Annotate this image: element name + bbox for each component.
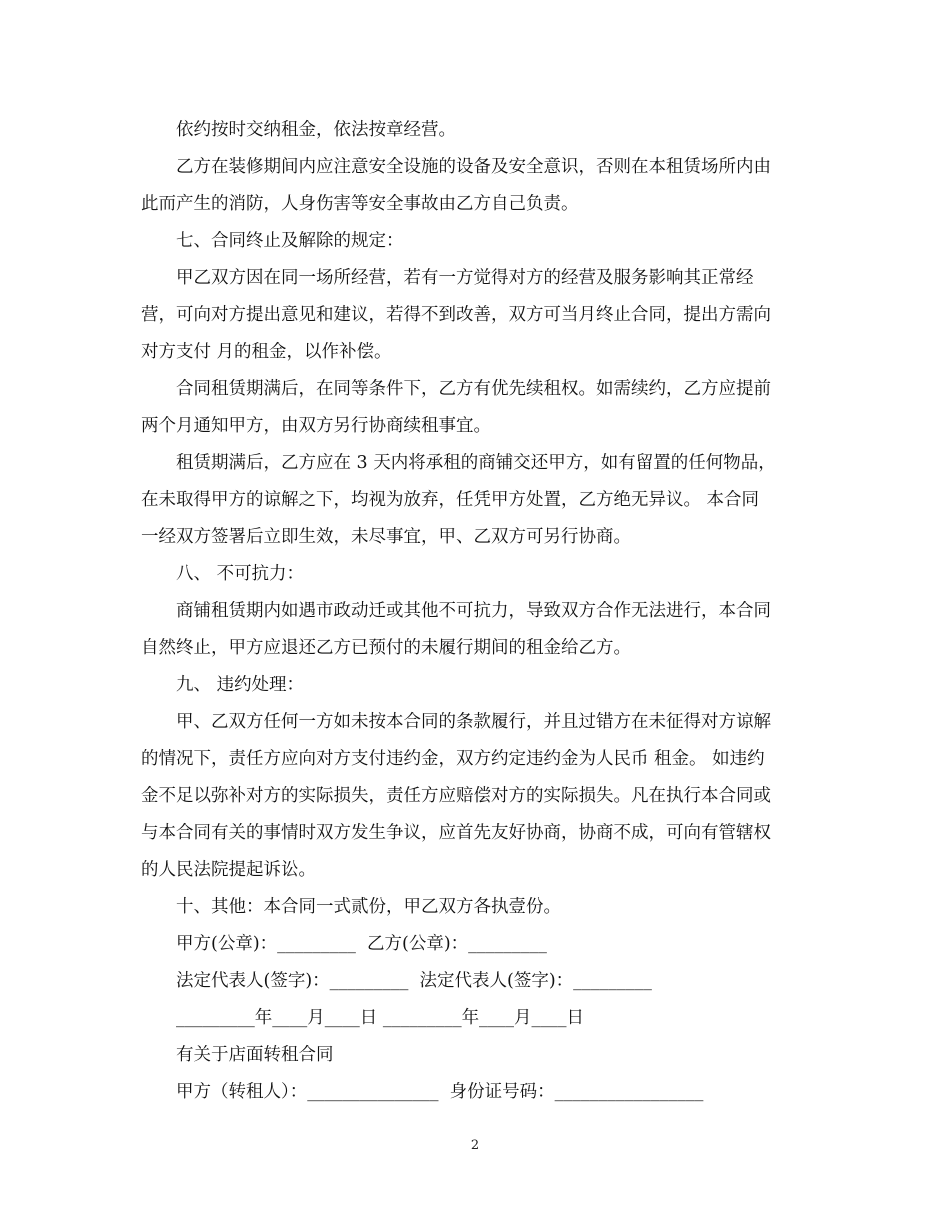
document-title: 有关于店面转租合同 bbox=[176, 1045, 334, 1065]
text-line: 的情况下，责任方应向对方支付违约金，双方约定违约金为人民币 租金。 如违约 bbox=[141, 749, 765, 769]
text-line: 甲、乙双方任何一方如未按本合同的条款履行，并且过错方在未征得对方谅解 bbox=[176, 712, 771, 732]
text-line: 在未取得甲方的谅解之下，均视为放弃，任凭甲方处置，乙方绝无异议。 本合同 bbox=[141, 490, 760, 510]
text-line: 甲乙双方因在同一场所经营，若有一方觉得对方的经营及服务影响其正常经 bbox=[176, 268, 754, 288]
text-line: 此而产生的消防，人身伤害等安全事故由乙方自己负责。 bbox=[141, 194, 579, 214]
text-line: 营，可向对方提出意见和建议，若得不到改善，双方可当月终止合同，提出方需向 bbox=[141, 305, 771, 325]
text-line: 对方支付 月的租金，以作补偿。 bbox=[141, 342, 392, 362]
text-line: 自然终止，甲方应退还乙方已预付的未履行期间的租金给乙方。 bbox=[141, 638, 631, 658]
text-line: 合同租赁期满后，在同等条件下，乙方有优先续租权。如需续约，乙方应提前 bbox=[176, 379, 771, 399]
text-line: 依约按时交纳租金，依法按章经营。 bbox=[176, 120, 456, 140]
text-line: 租赁期满后，乙方应在 3 天内将承租的商铺交还甲方，如有留置的任何物品， bbox=[176, 453, 776, 473]
signature-line: 甲方(公章)：_________ 乙方(公章)：_________ bbox=[176, 934, 547, 954]
date-line: _________年____月____日 _________年____月____日 bbox=[176, 1008, 585, 1028]
text-line: 商铺租赁期内如遇市政动迁或其他不可抗力，导致双方合作无法进行，本合同 bbox=[176, 601, 771, 621]
text-line: 两个月通知甲方，由双方另行协商续租事宜。 bbox=[141, 416, 491, 436]
section-heading: 七、合同终止及解除的规定： bbox=[176, 231, 404, 251]
text-line: 乙方在装修期间内应注意安全设施的设备及安全意识，否则在本租赁场所内由 bbox=[176, 157, 771, 177]
page-number: 2 bbox=[470, 1138, 480, 1153]
text-line: 的人民法院提起诉讼。 bbox=[141, 860, 316, 880]
section-heading: 九、 违约处理： bbox=[176, 675, 305, 695]
text-line: 与本合同有关的事情时双方发生争议，应首先友好协商，协商不成，可向有管辖权 bbox=[141, 823, 771, 843]
text-line: 一经双方签署后立即生效，未尽事宜，甲、乙双方可另行协商。 bbox=[141, 527, 631, 547]
party-line: 甲方（转租人）：_______________ 身份证号码：_________________ bbox=[176, 1082, 704, 1102]
text-line: 金不足以弥补对方的实际损失，责任方应赔偿对方的实际损失。凡在执行本合同或 bbox=[141, 786, 771, 806]
section-heading: 八、 不可抗力： bbox=[176, 564, 305, 584]
section-heading: 十、其他：本合同一式贰份，甲乙双方各执壹份。 bbox=[176, 897, 561, 917]
signature-line: 法定代表人(签字)：_________ 法定代表人(签字)：_________ bbox=[176, 971, 652, 991]
